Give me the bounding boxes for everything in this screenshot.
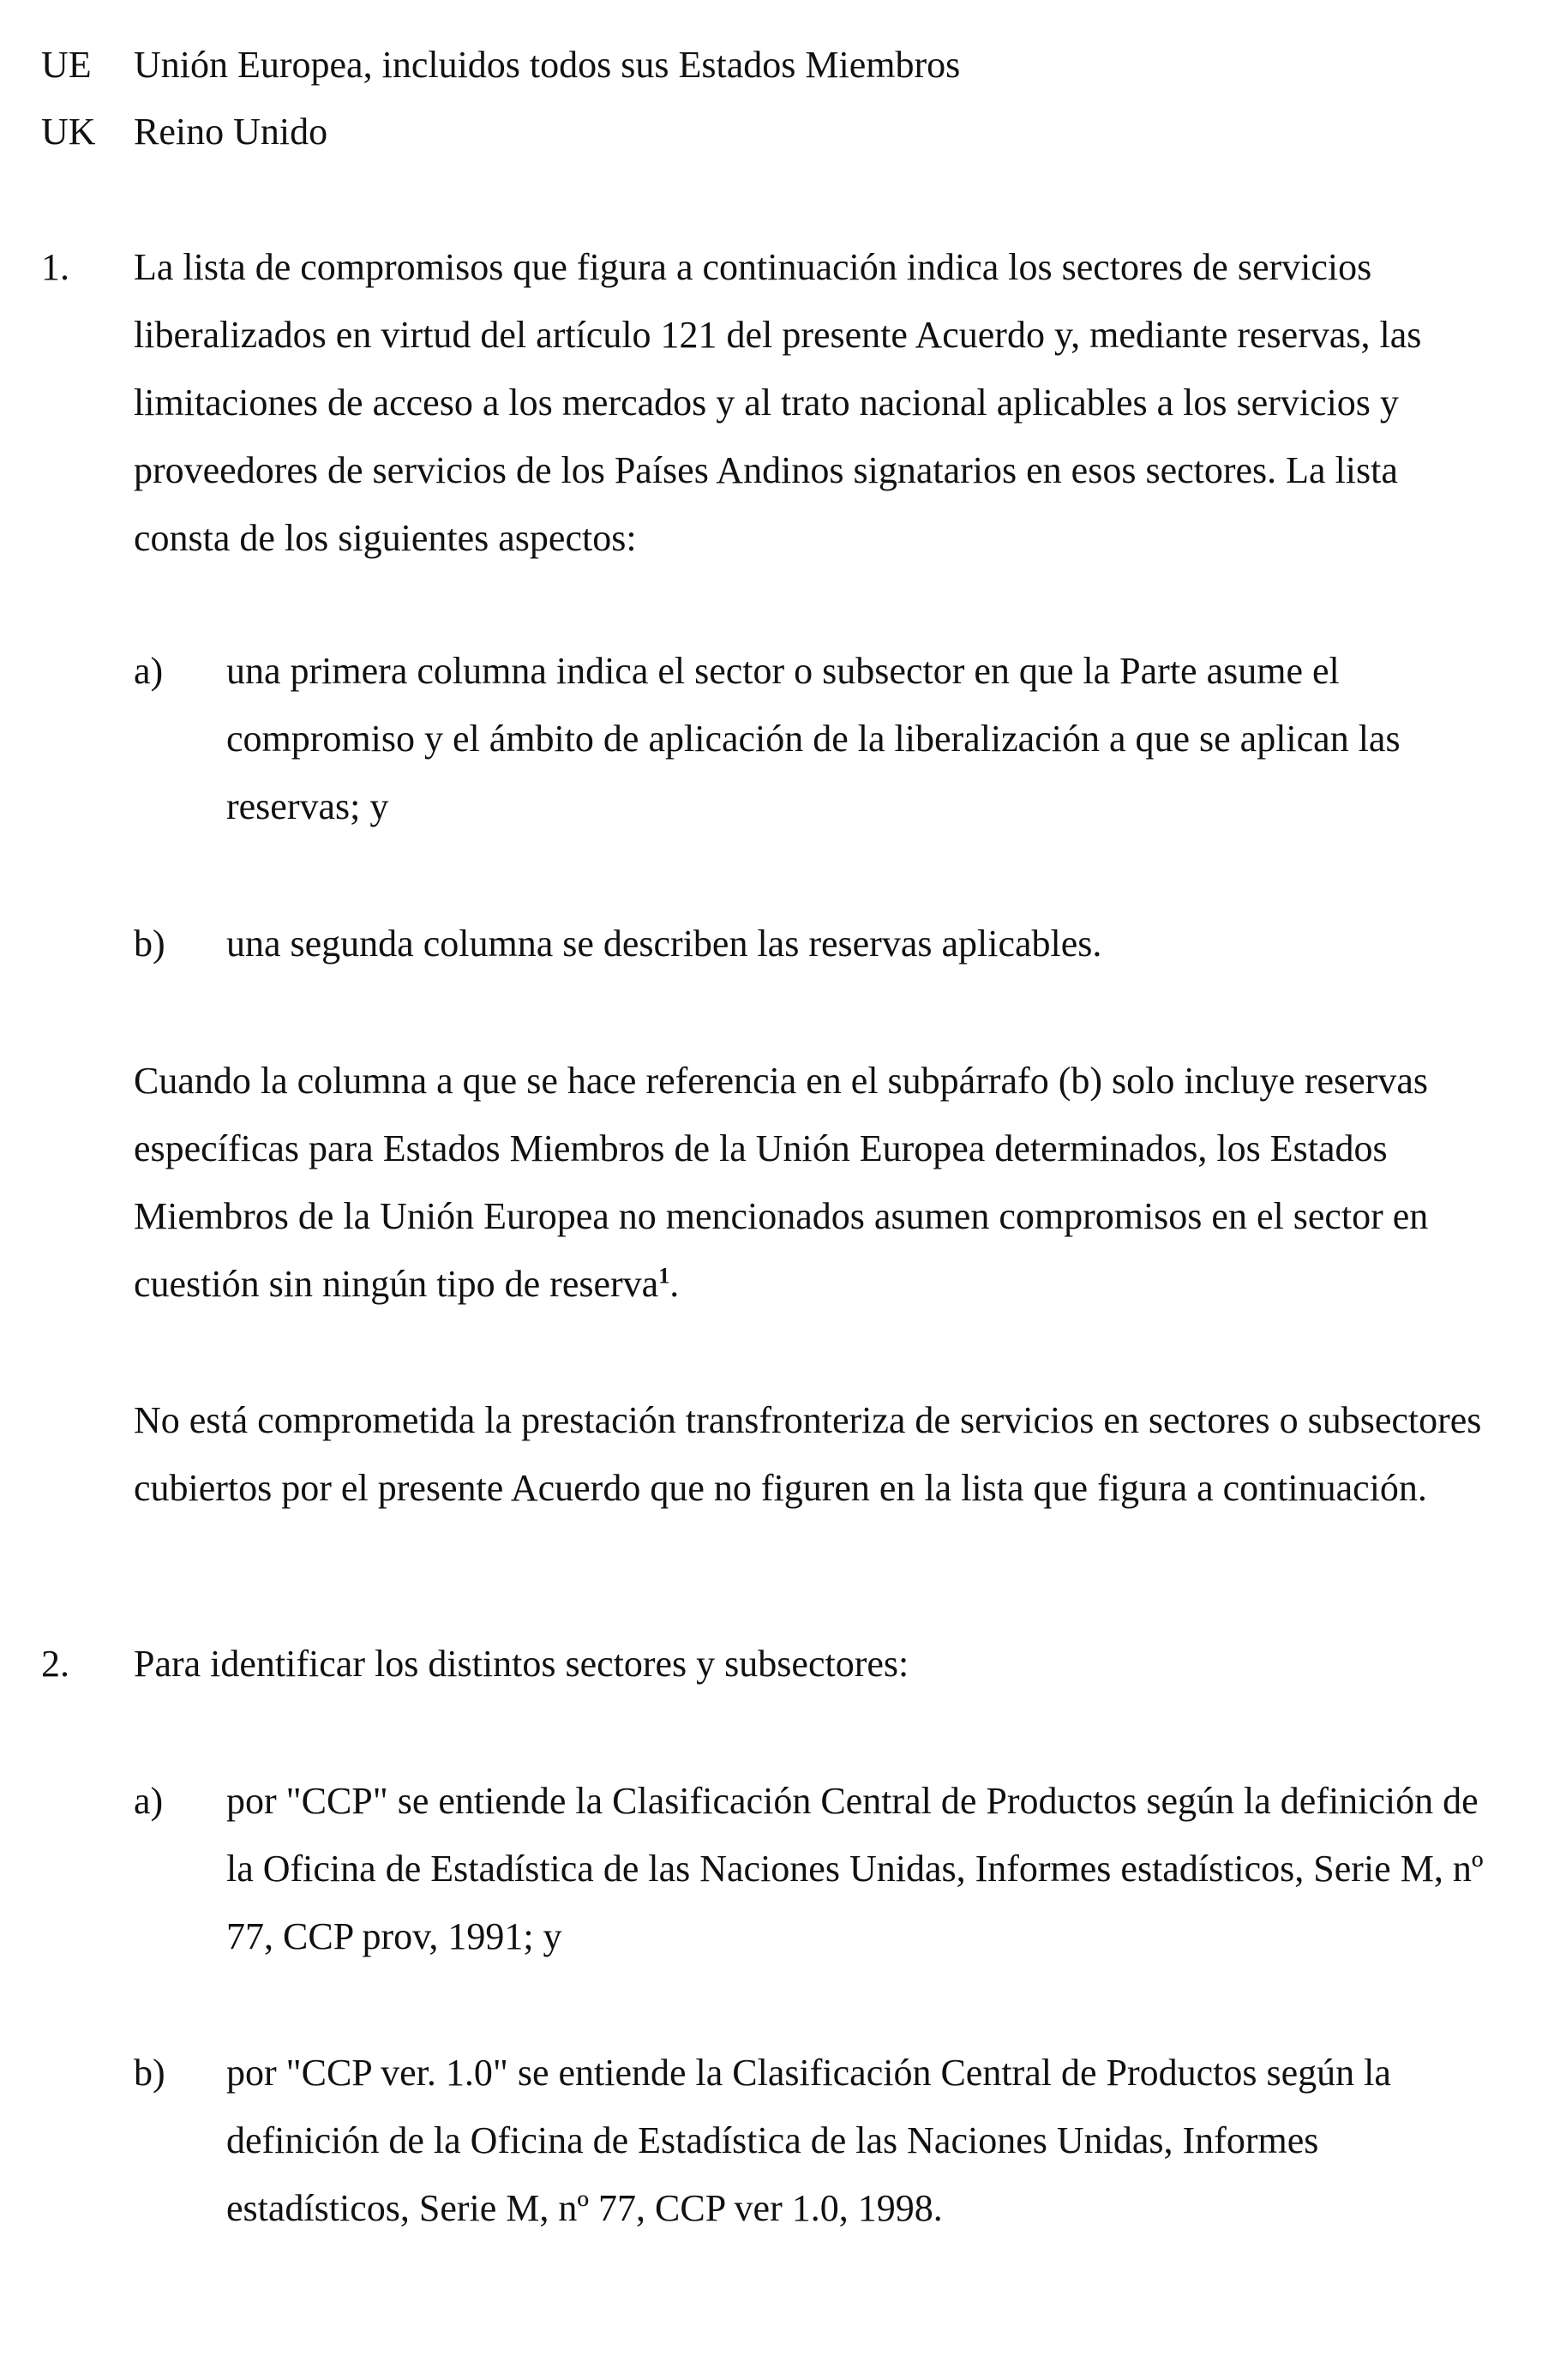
note-end: . xyxy=(669,1263,680,1305)
abbreviation-code: UE xyxy=(41,44,92,86)
list-item-letter: b) xyxy=(134,2052,165,2094)
paragraph-number: 2. xyxy=(41,1643,69,1685)
list-item-letter: a) xyxy=(134,650,164,692)
list-item-letter: a) xyxy=(134,1780,164,1822)
note-text: Cuando la columna a que se hace referencia en el subpárrafo (b) solo incluye reservas específicas para Estados Miembros de la Unión Europea determinados, los Estados Miembros de la Unión Europea no mencionados asumen compromisos en el sector en cuestión sin ningún tipo de reserva xyxy=(134,1060,1429,1305)
list-item-1a xyxy=(134,637,1484,840)
paragraph-1 xyxy=(41,233,1484,572)
list-item-text: una primera columna indica el sector o subsector en que la Parte asume el compromiso y el ámbito de aplicación de la liberalización a que se aplican las reservas; y xyxy=(226,650,1401,827)
note-paragraph-1 xyxy=(134,1047,1484,1318)
note-paragraph-2 xyxy=(134,1386,1484,1522)
list-item-2b xyxy=(134,2039,1484,2242)
paragraph-2 xyxy=(41,1630,1484,1698)
list-item-text: por "CCP" se entiende la Clasificación Central de Productos según la definición de la Oficina de Estadística de las Naciones Unidas, Informes estadísticos, Serie M, nº 77, CCP prov, 1991; y xyxy=(226,1780,1484,1957)
note-text: No está comprometida la prestación transfronteriza de servicios en sectores o subsectores cubiertos por el presente Acuerdo que no figuren en la lista que figura a continuación. xyxy=(134,1399,1482,1509)
list-item-text: por "CCP ver. 1.0" se entiende la Clasificación Central de Productos según la definición de la Oficina de Estadística de las Naciones Unidas, Informes estadísticos, Serie M, nº 77, CCP ver 1.0, 1998. xyxy=(226,2052,1391,2229)
abbreviation-description: Unión Europea, incluidos todos sus Estados Miembros xyxy=(134,44,961,86)
paragraph-number: 1. xyxy=(41,246,69,288)
paragraph-text: La lista de compromisos que figura a continuación indica los sectores de servicios liberalizados en virtud del artículo 121 del presente Acuerdo y, mediante reservas, las limitaciones de acceso a los mercados y al trato nacional aplicables a los servicios y proveedores de servicios de los Países Andinos signatarios en esos sectores. La lista consta de los siguientes aspectos: xyxy=(134,246,1422,559)
list-item-1b xyxy=(134,910,1484,977)
abbreviation-description: Reino Unido xyxy=(134,111,328,153)
list-item-text: una segunda columna se describen las reservas aplicables. xyxy=(226,923,1102,965)
list-item-2a xyxy=(134,1767,1484,1970)
paragraph-text: Para identificar los distintos sectores y subsectores: xyxy=(134,1643,909,1685)
footnote-reference[interactable]: 1 xyxy=(658,1263,670,1289)
abbreviation-code: UK xyxy=(41,111,96,153)
list-item-letter: b) xyxy=(134,923,165,965)
